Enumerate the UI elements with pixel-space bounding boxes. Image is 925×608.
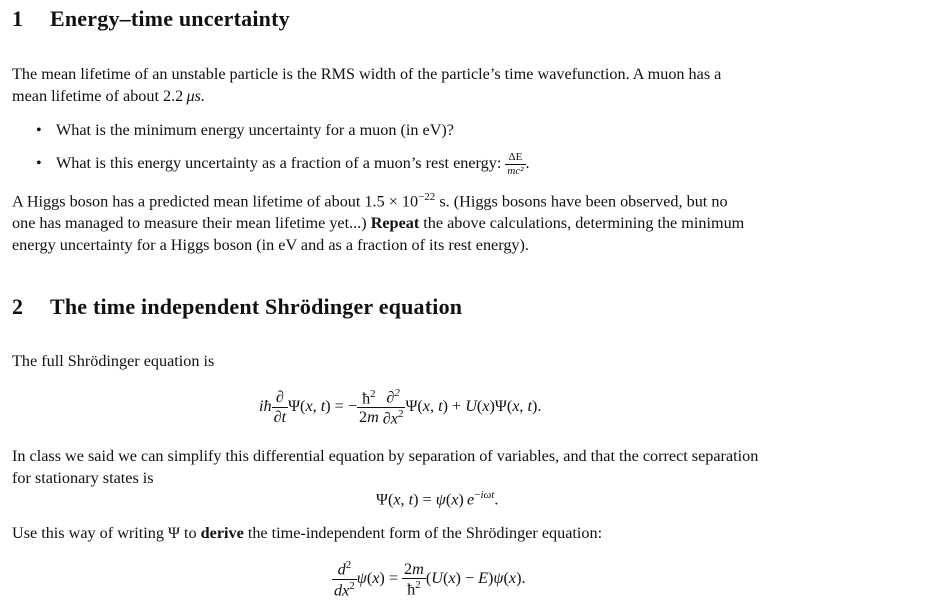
intro-line-2	[12, 85, 907, 107]
time-independent-equation: $\frac{d^2}{dx^2}$ ψ(x) = $\frac{2m}{ħ^2}$ (U(x) − E)ψ(x).	[334, 559, 526, 599]
higgs-paragraph	[12, 186, 907, 256]
higgs-line-1-a: A Higgs boson has a predicted mean lifetime of about 1.5 × 10	[12, 192, 419, 211]
higgs-line-1	[12, 186, 907, 212]
bullet-dot-icon: •	[36, 154, 42, 173]
energy-fraction-num: ΔE	[505, 152, 525, 165]
section-1-title: Energy–time uncertainty	[50, 6, 290, 31]
bullet-1-text: What is the minimum energy uncertainty for a muon (in eV)?	[56, 121, 454, 139]
higgs-exponent: −22	[418, 191, 436, 203]
section-2-title: The time independent Shrödinger equation	[50, 294, 463, 319]
higgs-line-2-a: one has managed to measure their mean lifetime yet...)	[12, 214, 371, 233]
section-1-intro	[12, 63, 907, 107]
higgs-line-2-b: the above calculations, determining the minimum	[419, 214, 745, 233]
separation-equation: Ψ(x, t) = ψ(x) $e^{-i\omega t}$.	[376, 489, 499, 509]
energy-fraction	[505, 152, 525, 177]
full-schrodinger-equation: iħ $\frac{\partial}{\partial t}$ Ψ(x, t) = − $\frac{ħ^2}{2m}$ $\frac{\partial^2}{\partial x^2}$ Ψ(x, t) + U(x)Ψ(x, t).	[259, 387, 542, 427]
higgs-line-3: energy uncertainty for a Higgs boson (in eV and as a fraction of its rest energy).	[12, 236, 529, 255]
derive-paragraph	[12, 522, 907, 544]
derive-text-a: Use this way of writing Ψ to	[12, 524, 201, 542]
energy-fraction-den: mc²	[507, 165, 524, 177]
intro-unit: μs.	[186, 87, 205, 105]
higgs-line-1-b: s. (Higgs bosons have been observed, but no	[435, 192, 728, 211]
section-1-number: 1	[12, 6, 24, 31]
bullet-1	[36, 119, 454, 141]
intro-line-2-text: mean lifetime of about 2.2	[12, 87, 184, 105]
higgs-line-2	[12, 212, 907, 234]
bullet-2-text: What is this energy uncertainty as a fraction of a muon’s rest energy:	[56, 154, 502, 173]
section-2-lead: The full Shrödinger equation is	[12, 352, 215, 370]
bullet-dot-icon: •	[36, 121, 42, 139]
separation-paragraph	[12, 445, 907, 489]
section-2-number: 2	[12, 294, 24, 319]
bullet-2: • What is this energy uncertainty as a fraction of a muon’s rest energy: $\frac{\Delta E}{\text{mc²}}$ .	[36, 151, 530, 177]
separation-line-1: In class we said we can simplify this differential equation by separation of variables, and that the correct separation	[12, 447, 759, 465]
derive-bold: derive	[200, 524, 244, 542]
separation-line-2: for stationary states is	[12, 469, 154, 487]
derive-text-b: the time-independent form of the Shrödinger equation:	[243, 524, 603, 542]
section-2-heading	[12, 294, 462, 320]
section-1-heading	[12, 6, 290, 32]
intro-line-1: The mean lifetime of an unstable particle is the RMS width of the particle’s time wavefunction. A muon has a	[12, 65, 722, 83]
higgs-repeat: Repeat	[370, 214, 420, 233]
